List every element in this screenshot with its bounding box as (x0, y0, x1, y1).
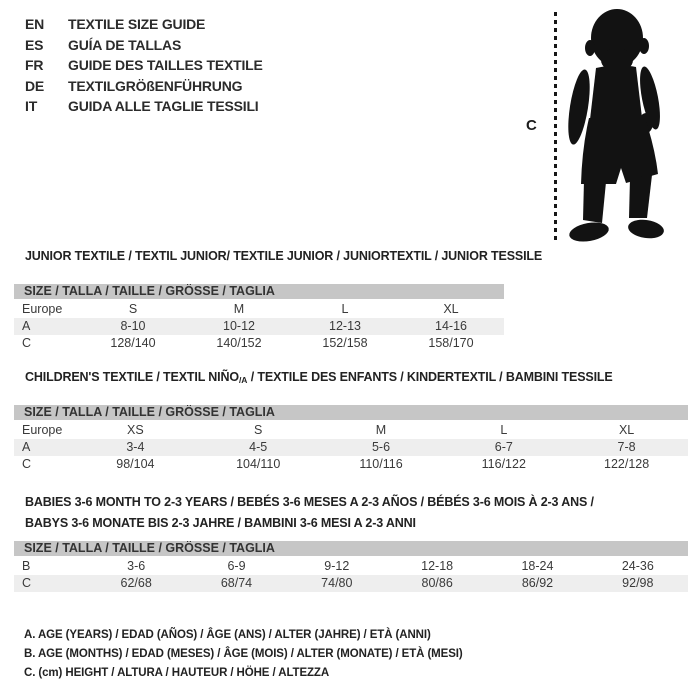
size-cell: 86/92 (487, 575, 587, 592)
childrens-size-table (14, 405, 688, 473)
legend-footnotes (24, 626, 463, 683)
size-cell: XL (443, 302, 459, 316)
language-label: TEXTILGRÖßENFÜHRUNG (68, 77, 243, 94)
row-label: Europe (22, 423, 63, 437)
size-cell: 5-6 (320, 439, 443, 456)
size-cell: XS (127, 423, 144, 437)
child-silhouette-icon (562, 8, 676, 246)
footnote-line: C. (cm) HEIGHT / ALTURA / HAUTEUR / HÖHE / ALTEZZA (24, 667, 330, 679)
table-row (14, 421, 688, 439)
size-cell: L (500, 423, 508, 437)
language-code: FR (25, 57, 44, 74)
size-cell: 14-16 (398, 318, 504, 335)
size-cell: 104/110 (236, 457, 281, 471)
table-row (14, 439, 688, 456)
size-cell: 110/116 (359, 457, 403, 471)
size-cell: 92/98 (588, 575, 688, 592)
title-text: BABIES 3-6 MONTH TO 2-3 YEARS / BEBÉS 3-6 MESES A 2-3 AÑOS / BÉBÉS 3-6 MOIS À 2-3 ANS / (25, 495, 594, 509)
title-text: CHILDREN'S TEXTILE / TEXTIL NIÑO (25, 370, 239, 384)
junior-textile-section (14, 248, 543, 352)
footnote-line: B. AGE (MONTHS) / EDAD (MESES) / ÂGE (MOIS) / ALTER (MONATE) / ETÀ (MESI) (24, 648, 463, 660)
size-cell: 12-18 (421, 559, 454, 573)
row-label: C (14, 575, 86, 592)
language-row (25, 14, 263, 35)
size-cell: 152/158 (322, 336, 368, 350)
size-cell: 116/122 (481, 457, 526, 471)
junior-textile-title (25, 248, 543, 264)
size-cell: 140/152 (216, 336, 262, 350)
size-cell: S (254, 423, 263, 437)
title-text: JUNIOR TEXTILE / TEXTIL JUNIOR/ TEXTILE JUNIOR / JUNIORTEXTIL / JUNIOR TESSILE (25, 249, 543, 263)
size-cell: S (128, 302, 138, 316)
babies-textile-title (25, 492, 688, 534)
language-label: GUIDE DES TAILLES TEXTILE (68, 57, 263, 74)
size-cell: 18-24 (521, 559, 554, 573)
size-cell: 24-36 (621, 559, 654, 573)
babies-size-table (14, 541, 688, 592)
size-cell: M (233, 302, 245, 316)
size-cell: 80/86 (387, 575, 487, 592)
title-text: / TEXTILE DES ENFANTS / KINDERTEXTIL / BAMBINI TESSILE (247, 370, 613, 384)
childrens-textile-section (14, 369, 688, 473)
title-text: BABYS 3-6 MONATE BIS 2-3 JAHRE / BAMBINI 3-6 MESI A 2-3 ANNI (25, 516, 416, 530)
size-cell: 74/80 (287, 575, 387, 592)
language-code: EN (25, 16, 45, 33)
language-label: GUIDA ALLE TAGLIE TESSILI (68, 98, 259, 115)
size-cell: 62/68 (86, 575, 186, 592)
size-header-bar (14, 405, 688, 421)
size-cell: 6-9 (227, 559, 246, 573)
size-cell: 158/170 (428, 336, 474, 350)
size-cell: 3-4 (74, 439, 197, 456)
language-row (25, 76, 263, 97)
language-label: TEXTILE SIZE GUIDE (68, 16, 206, 33)
footnote-line: A. AGE (YEARS) / EDAD (AÑOS) / ÂGE (ANS) / ALTER (JAHRE) / ETÀ (ANNI) (24, 629, 431, 641)
size-cell: 12-13 (292, 318, 398, 335)
size-header-bar (14, 541, 688, 557)
language-row (25, 55, 263, 76)
size-cell: 68/74 (186, 575, 286, 592)
language-code: IT (25, 98, 38, 115)
language-list (25, 14, 263, 117)
size-header-bar (14, 284, 504, 300)
table-row (14, 335, 504, 352)
language-label: GUÍA DE TALLAS (68, 36, 182, 53)
language-code: DE (25, 77, 45, 94)
language-row (25, 96, 263, 117)
size-header-label: SIZE / TALLA / TAILLE / GRÖSSE / TAGLIA (14, 284, 504, 300)
size-cell: 3-6 (127, 559, 146, 573)
size-cell: L (341, 302, 349, 316)
size-cell: M (375, 423, 387, 437)
table-row (14, 300, 504, 318)
babies-textile-section (14, 492, 688, 592)
row-label: A (14, 439, 74, 456)
size-cell: XL (618, 423, 635, 437)
size-cell: 122/128 (604, 457, 650, 471)
row-label: B (22, 559, 31, 573)
language-code: ES (25, 36, 44, 53)
row-label: Europe (22, 302, 63, 316)
size-cell: 6-7 (442, 439, 565, 456)
size-header-label: SIZE / TALLA / TAILLE / GRÖSSE / TAGLIA (14, 541, 688, 557)
language-row (25, 35, 263, 56)
table-row (14, 456, 688, 473)
junior-size-table (14, 284, 504, 352)
row-label: C (22, 457, 32, 471)
size-cell: 9-12 (324, 559, 350, 573)
table-row (14, 557, 688, 575)
row-label: A (14, 318, 80, 335)
childrens-textile-title (25, 369, 688, 385)
row-label: C (22, 336, 32, 350)
size-header-label: SIZE / TALLA / TAILLE / GRÖSSE / TAGLIA (14, 405, 688, 421)
size-cell: 98/104 (116, 457, 155, 471)
size-cell: 10-12 (186, 318, 292, 335)
size-cell: 8-10 (80, 318, 186, 335)
table-row (14, 575, 688, 592)
size-cell: 7-8 (565, 439, 688, 456)
size-cell: 128/140 (110, 336, 156, 350)
size-cell: 4-5 (197, 439, 320, 456)
height-measure-label: C (526, 117, 537, 134)
table-row (14, 318, 504, 335)
height-measure-line (554, 12, 557, 240)
size-figure (520, 0, 692, 252)
title-text: /A (238, 375, 248, 385)
